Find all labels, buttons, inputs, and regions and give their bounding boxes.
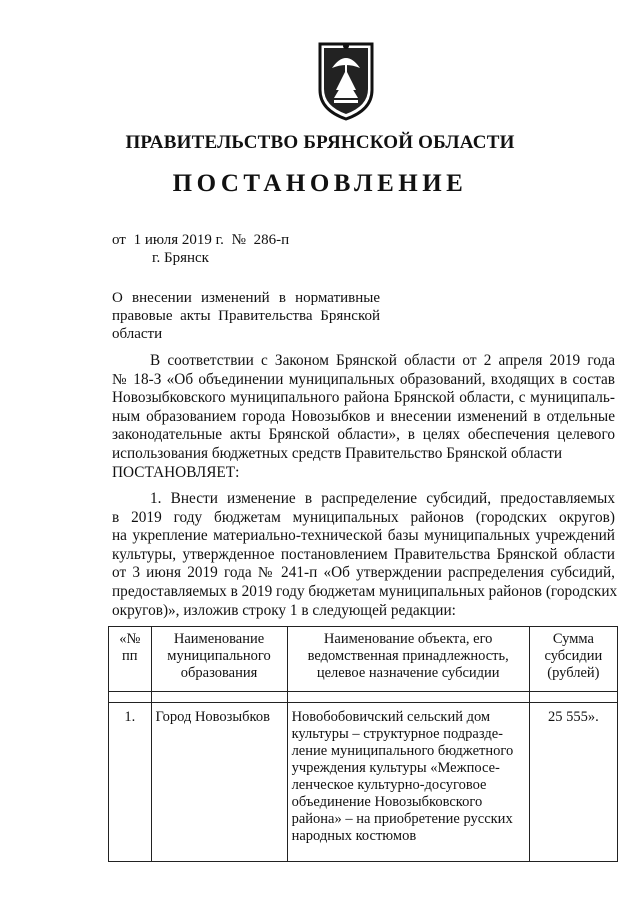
preamble-line: № 18-З «Об объединении муниципальных образований, входящих в состав — [112, 370, 615, 388]
subsidy-table — [108, 626, 618, 862]
preamble-line: использования бюджетных средств Правительство Брянской области — [112, 444, 563, 462]
header-amount: Сумма субсидии (рублей) — [529, 627, 617, 692]
document-number: 286-п — [253, 232, 290, 248]
preamble-line: ПОСТАНОВЛЯЕТ: — [112, 463, 240, 481]
table-row — [109, 703, 618, 862]
document-city: г. Брянск — [152, 250, 209, 266]
table-spacer-row — [109, 692, 618, 703]
row-amount: 25 555». — [529, 703, 617, 862]
organization-title: ПРАВИТЕЛЬСТВО БРЯНСКОЙ ОБЛАСТИ — [125, 132, 515, 153]
header-municipality: Наименование муниципального образования — [151, 627, 287, 692]
document-subject: О внесении изменений в нормативные правовые акты Правительства Брянской области — [112, 290, 380, 342]
item1-line: в 2019 году бюджетам муниципальных районов (городских округов) — [112, 508, 615, 526]
number-label: № — [231, 232, 246, 248]
bryansk-coat-of-arms-icon — [314, 40, 378, 122]
row-number: 1. — [109, 703, 152, 862]
item1-line: округов)», изложив строку 1 в следующей редакции: — [112, 601, 456, 619]
header-object: Наименование объекта, его ведомственная принадлежность, целевое назначение субсидии — [287, 627, 529, 692]
document-type-title: ПОСТАНОВЛЕНИЕ — [172, 170, 468, 197]
item1-line: на укрепление материально-технической базы муниципальных учреждений — [112, 527, 615, 545]
document-date: 1 июля 2019 г. — [133, 232, 224, 248]
document-dateline — [112, 232, 293, 249]
item1-line: от 3 июня 2019 года № 241-п «Об утверждении распределения субсидий, — [112, 564, 615, 582]
preamble-paragraph — [112, 352, 615, 482]
row-municipality: Город Новозыбков — [151, 703, 287, 862]
item1-line: предоставляемых в 2019 году бюджетам муниципальных районов (городских — [112, 582, 618, 600]
item1-line: 1. Внести изменение в распределение субсидий, предоставляемых — [150, 490, 615, 507]
item1-line: культуры, утвержденное постановлением Правительства Брянской области — [112, 545, 615, 563]
preamble-line: В соответствии с Законом Брянской области от 2 апреля 2019 года — [150, 352, 615, 369]
row-object: Новобобовичский сельский дом культуры – структурное подразде-ление муниципального бюджетного учреждения культуры «Межпосе-ленческое культурно-досуговое объединение Новозыбковского района» – на приобретение русских народных костюмов — [287, 703, 529, 862]
table-header-row — [109, 627, 618, 692]
preamble-line: законодательные акты Брянской области», в целях обеспечения целевого — [112, 426, 615, 444]
from-label: от — [112, 232, 126, 248]
header-number: «№ пп — [109, 627, 152, 692]
preamble-line: Новозыбковского муниципального района Брянской области, с муниципаль- — [112, 389, 615, 407]
preamble-line: ным образованием города Новозыбков и внесении изменений в отдельные — [112, 407, 615, 425]
item1-paragraph — [112, 490, 618, 620]
